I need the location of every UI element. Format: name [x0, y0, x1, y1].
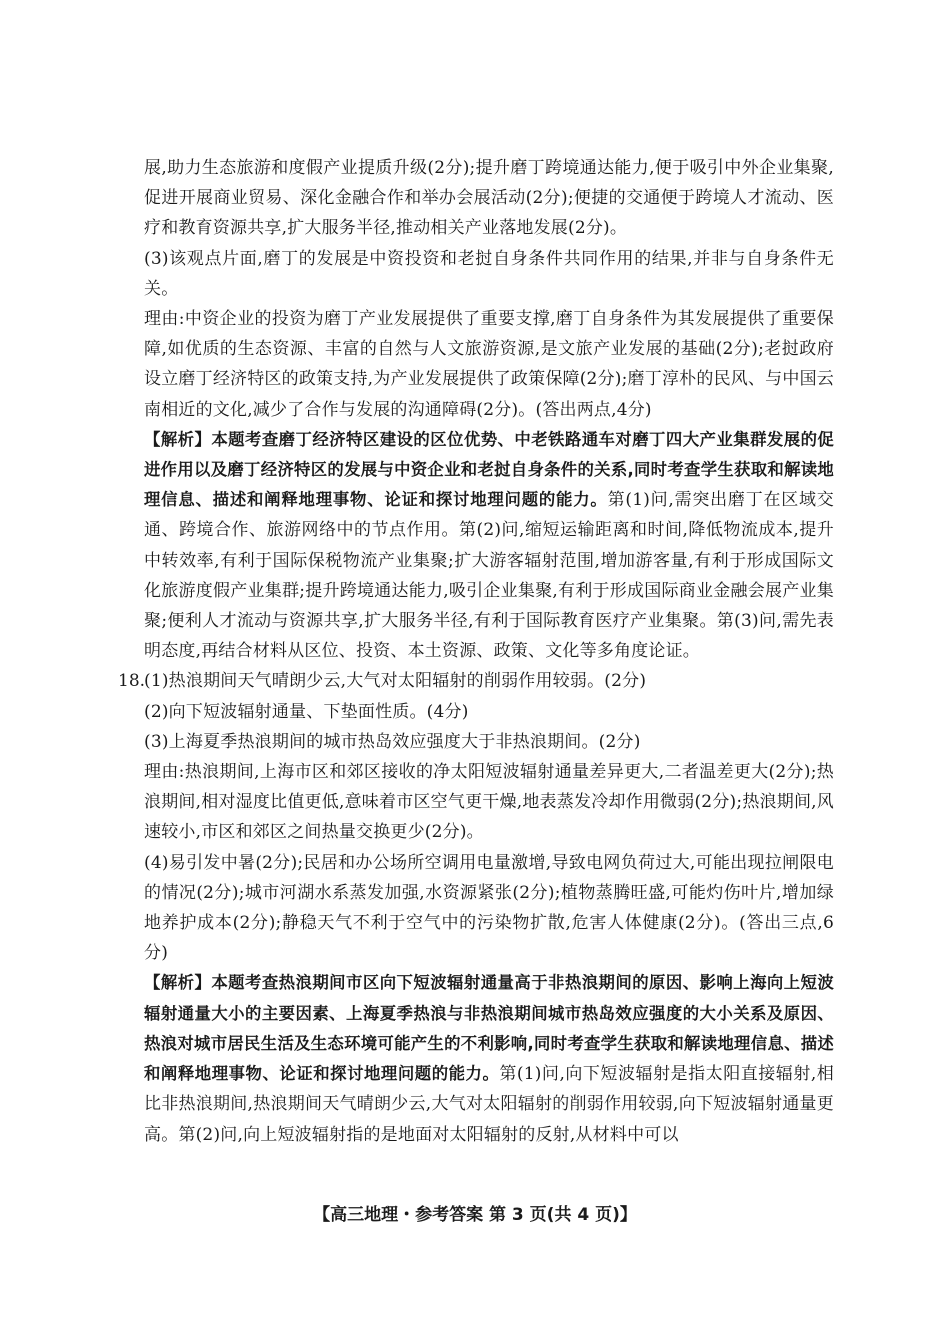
q18-answer-3: (3)上海夏季热浪期间的城市热岛效应强度大于非热浪期间。(2分) — [144, 731, 641, 752]
q17-answer-2-continued: 展,助力生态旅游和度假产业提质升级(2分);提升磨丁跨境通达能力,便于吸引中外企业集聚,促进开展商业贸易、深化金融合作和举办会展活动(2分);便捷的交通便于跨境人才流动、医疗和教育资源共享,扩大服务半径,推动相关产业落地发展(2分)。 — [144, 158, 834, 239]
page-footer: 【高三地理・参考答案 第 3 页(共 4 页)】 — [313, 1205, 637, 1225]
q18-analysis-detail: 第(1)问,向下短波辐射是指太阳直接辐射,相比非热浪期间,热浪期间天气晴朗少云,大气对太阳辐射的削弱作用较弱,向下短波辐射通量更高。第(2)问,向上短波辐射指的是地面对太阳辐射的反射,从材料中可以 — [144, 1064, 834, 1145]
q17-answer-3-reason: 理由:中资企业的投资为磨丁产业发展提供了重要支撑,磨丁自身条件为其发展提供了重要保障,如优质的生态资源、丰富的自然与人文旅游资源,是文旅产业发展的基础(2分);老挝政府设立磨丁经济特区的政策支持,为产业发展提供了政策保障(2分);磨丁淳朴的民风、与中国云南相近的文化,减少了合作与发展的沟通障碍(2分)。(答出两点,4分) — [144, 309, 834, 420]
q17-analysis-summary: 【解析】本题考查磨丁经济特区建设的区位优势、中老铁路通车对磨丁四大产业集群发展的促进作用以及磨丁经济特区的发展与中资企业和老挝自身条件的关系,同时考查学生获取和解读地理信息、描述和阐释地理事物、论证和探讨地理问题的能力。 — [144, 429, 834, 510]
q18-analysis — [144, 968, 834, 1149]
question-number-18: 18. — [118, 671, 146, 692]
q18-answer-1: (1)热浪期间天气晴朗少云,大气对太阳辐射的削弱作用较弱。(2分) — [144, 671, 647, 692]
q18-answer-4: (4)易引发中暑(2分);民居和办公场所空调用电量激增,导致电网负荷过大,可能出现拉闸限电的情况(2分);城市河湖水系蒸发加强,水资源紧张(2分);植物蒸腾旺盛,可能灼伤叶片,增加绿地养护成本(2分);静稳天气不利于空气中的污染物扩散,危害人体健康(2分)。(答出三点,6分) — [144, 852, 834, 964]
q18-answer-3-reason: 理由:热浪期间,上海市区和郊区接收的净太阳短波辐射通量差异更大,二者温差更大(2分);热浪期间,相对湿度比值更低,意味着市区空气更干燥,地表蒸发冷却作用微弱(2分);热浪期间,风速较小,市区和郊区之间热量交换更少(2分)。 — [144, 762, 834, 843]
q17-analysis — [144, 425, 834, 667]
q18-answer-2: (2)向下短波辐射通量、下垫面性质。(4分) — [144, 701, 469, 722]
q17-answer-3: (3)该观点片面,磨丁的发展是中资投资和老挝自身条件共同作用的结果,并非与自身条件无关。 — [144, 248, 834, 299]
q17-analysis-detail: 第(1)问,需突出磨丁在区域交通、跨境合作、旅游网络中的节点作用。第(2)问,缩短运输距离和时间,降低物流成本,提升中转效率,有利于国际保税物流产业集聚;扩大游客辐射范围,增加游客量,有利于形成国际文化旅游度假产业集群;提升跨境通达能力,吸引企业集聚,有利于形成国际商业金融会展产业集聚;便利人才流动与资源共享,扩大服务半径,有利于国际教育医疗产业集聚。第(3)问,需先表明态度,再结合材料从区位、投资、本土资源、政策、文化等多角度论证。 — [144, 490, 835, 662]
q18-analysis-summary: 【解析】本题考查热浪期间市区向下短波辐射通量高于非热浪期间的原因、影响上海向上短波辐射通量大小的主要因素、上海夏季热浪与非热浪期间城市热岛效应强度的大小关系及原因、热浪对城市居民生活及生态环境可能产生的不利影响,同时考查学生获取和解读地理信息、描述和阐释地理事物、论证和探讨地理问题的能力。 — [144, 973, 834, 1084]
page-content — [144, 153, 834, 1150]
